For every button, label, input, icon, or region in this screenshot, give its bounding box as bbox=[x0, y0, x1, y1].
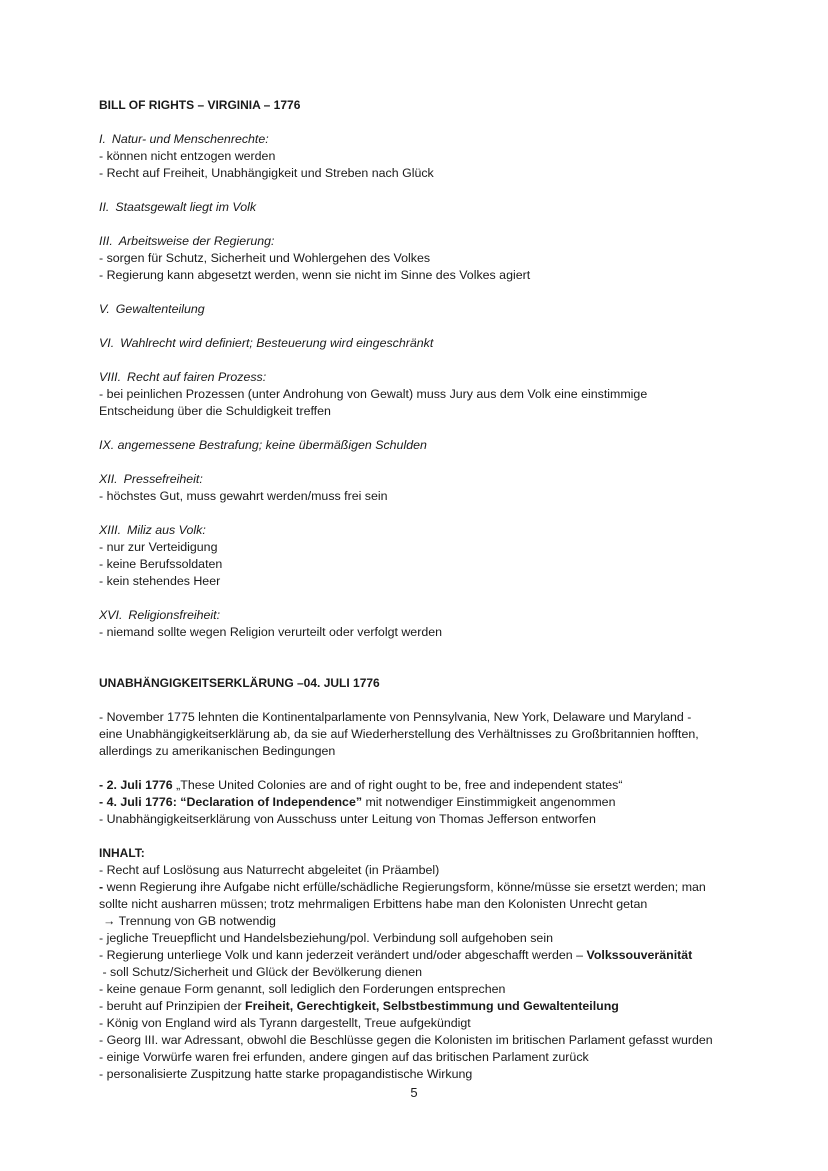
article-heading: XII. Pressefreiheit: bbox=[99, 472, 203, 486]
article-heading: XVI. Religionsfreiheit: bbox=[99, 608, 221, 622]
list-item: - wenn Regierung ihre Aufgabe nicht erfülle/schädliche Regierungsform, könne/müsse sie ersetzt werden; man bbox=[99, 880, 706, 894]
paragraph-line: eine Unabhängigkeitserklärung ab, da sie auf Wiederherstellung des Verhältnisses zu Großbritannien hofften, bbox=[99, 727, 699, 741]
list-item: Entscheidung über die Schuldigkeit treffen bbox=[99, 404, 331, 418]
article-heading: IX. angemessene Bestrafung; keine übermäßigen Schulden bbox=[99, 438, 427, 452]
section-heading-independence: UNABHÄNGIGKEITSERKLÄRUNG –04. JULI 1776 bbox=[99, 676, 380, 690]
list-item: - kein stehendes Heer bbox=[99, 574, 221, 588]
article-heading: I. Natur- und Menschenrechte: bbox=[99, 132, 269, 146]
list-item: - bei peinlichen Prozessen (unter Androhung von Gewalt) muss Jury aus dem Volk eine einstimmige bbox=[99, 387, 648, 401]
list-item: - keine genaue Form genannt, soll lediglich den Forderungen entsprechen bbox=[99, 982, 506, 996]
list-item: - personalisierte Zuspitzung hatte starke propagandistische Wirkung bbox=[99, 1067, 473, 1081]
list-item: - beruht auf Prinzipien der Freiheit, Gerechtigkeit, Selbstbestimmung und Gewaltenteilung bbox=[99, 999, 619, 1013]
article-heading: VIII. Recht auf fairen Prozess: bbox=[99, 370, 267, 384]
list-item: - Unabhängigkeitserklärung von Ausschuss unter Leitung von Thomas Jefferson entworfen bbox=[99, 812, 596, 826]
list-item: - Recht auf Freiheit, Unabhängigkeit und Streben nach Glück bbox=[99, 166, 434, 180]
inhalt-heading: INHALT: bbox=[99, 846, 145, 860]
list-item: - sorgen für Schutz, Sicherheit und Wohlergehen des Volkes bbox=[99, 251, 431, 265]
list-item: - König von England wird als Tyrann dargestellt, Treue aufgekündigt bbox=[99, 1016, 471, 1030]
arrow-right-icon: → bbox=[103, 914, 116, 928]
paragraph-line: allerdings zu amerikanischen Bedingungen bbox=[99, 744, 336, 758]
section-heading-bill-of-rights: BILL OF RIGHTS – VIRGINIA – 1776 bbox=[99, 98, 301, 112]
list-item: - Regierung unterliege Volk und kann jederzeit verändert und/oder abgeschafft werden – Volkssouveränität bbox=[99, 948, 693, 962]
article-heading: V. Gewaltenteilung bbox=[99, 302, 205, 316]
list-item: → Trennung von GB notwendig bbox=[103, 914, 276, 928]
document-body bbox=[99, 97, 739, 1083]
article-heading: XIII. Miliz aus Volk: bbox=[99, 523, 206, 537]
list-item: - Georg III. war Adressant, obwohl die Beschlüsse gegen die Kolonisten im britischen Parlament gefasst wurden bbox=[99, 1033, 713, 1047]
list-item: - 4. Juli 1776: “Declaration of Independence” mit notwendiger Einstimmigkeit angenommen bbox=[99, 795, 616, 809]
article-heading: VI. Wahlrecht wird definiert; Besteuerung wird eingeschränkt bbox=[99, 336, 434, 350]
list-item: - jegliche Treuepflicht und Handelsbeziehung/pol. Verbindung soll aufgehoben sein bbox=[99, 931, 553, 945]
article-heading: III. Arbeitsweise der Regierung: bbox=[99, 234, 275, 248]
list-item: - keine Berufssoldaten bbox=[99, 557, 223, 571]
list-item: - niemand sollte wegen Religion verurteilt oder verfolgt werden bbox=[99, 625, 442, 639]
paragraph-line: - November 1775 lehnten die Kontinentalparlamente von Pennsylvania, New York, Delaware und Maryland - bbox=[99, 710, 692, 724]
list-item: - nur zur Verteidigung bbox=[99, 540, 218, 554]
list-item: - einige Vorwürfe waren frei erfunden, andere gingen auf das britischen Parlament zurück bbox=[99, 1050, 589, 1064]
page-number: 5 bbox=[410, 1085, 418, 1100]
list-item: - Recht auf Loslösung aus Naturrecht abgeleitet (in Präambel) bbox=[99, 863, 440, 877]
list-item: - soll Schutz/Sicherheit und Glück der Bevölkerung dienen bbox=[99, 965, 423, 979]
list-item: sollte nicht ausharren müssen; trotz mehrmaligen Erbittens habe man den Kolonisten Unrecht getan bbox=[99, 897, 648, 911]
list-item: - 2. Juli 1776 „These United Colonies are and of right ought to be, free and independent states“ bbox=[99, 778, 623, 792]
list-item: - Regierung kann abgesetzt werden, wenn sie nicht im Sinne des Volkes agiert bbox=[99, 268, 531, 282]
list-item: - können nicht entzogen werden bbox=[99, 149, 276, 163]
list-item: - höchstes Gut, muss gewahrt werden/muss frei sein bbox=[99, 489, 388, 503]
article-heading: II. Staatsgewalt liegt im Volk bbox=[99, 200, 257, 214]
